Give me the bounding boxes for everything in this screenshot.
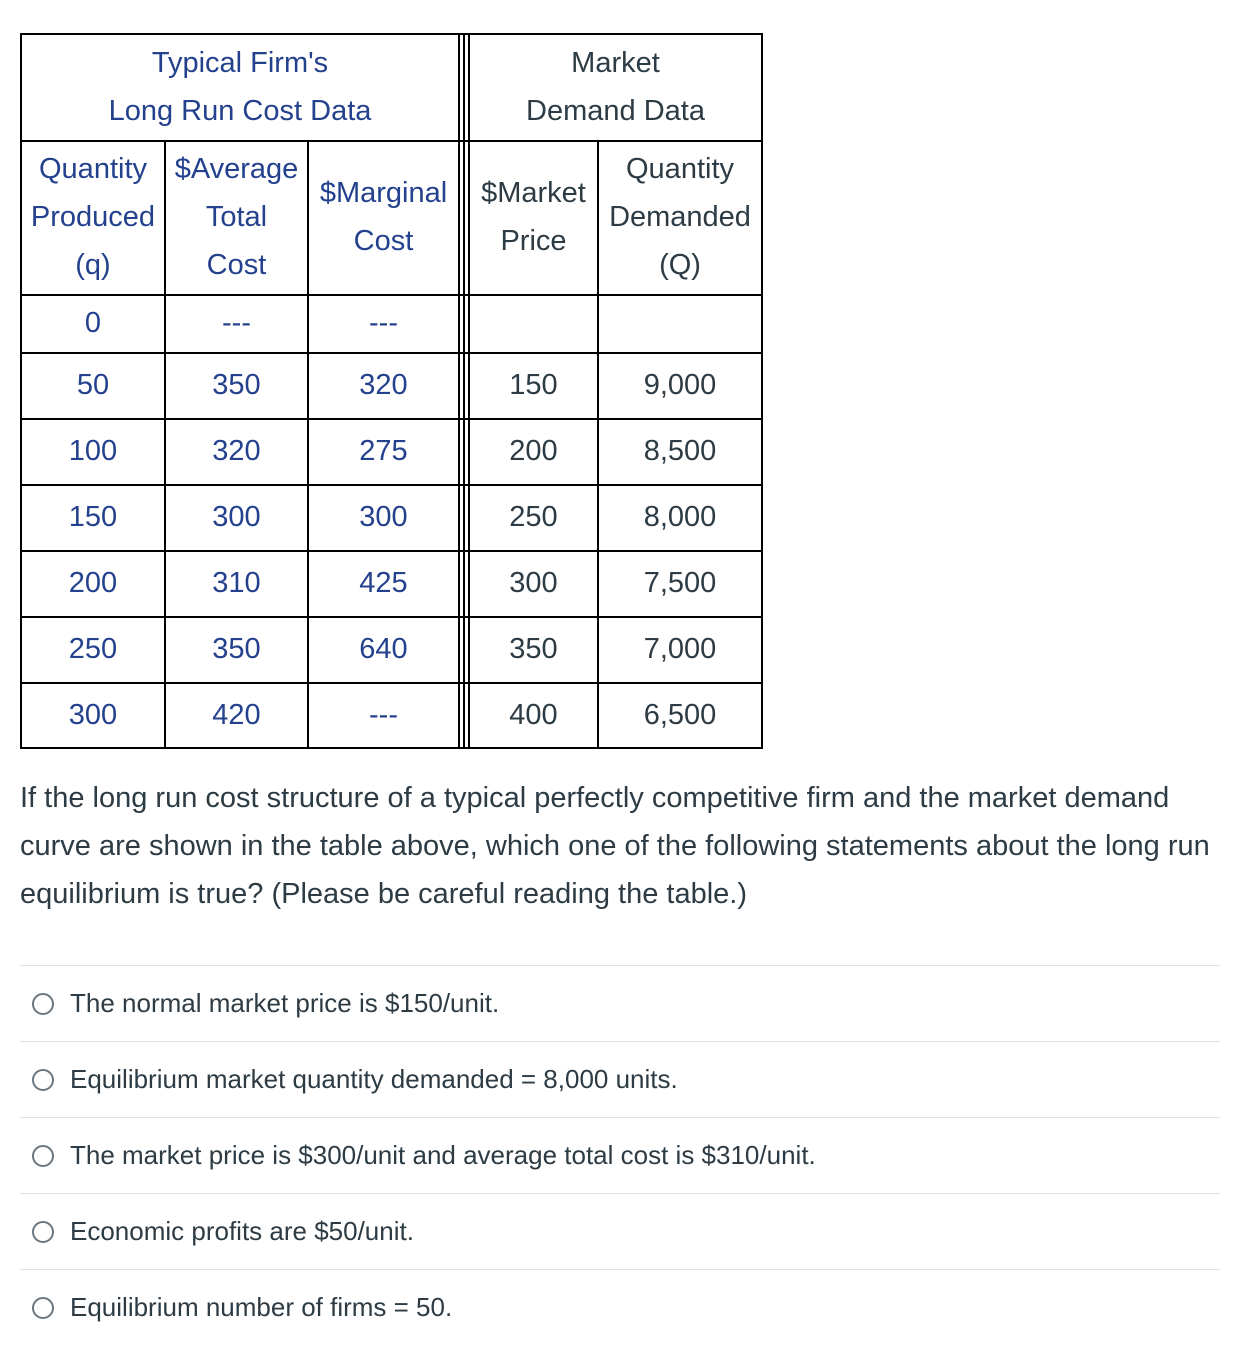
answer-option[interactable] (20, 1269, 1220, 1345)
cell-qd (599, 296, 761, 352)
cell-atc: 350 (212, 369, 261, 402)
cell-atc: 300 (212, 501, 261, 534)
header-quantity-produced: Quantity Produced (q) (30, 153, 156, 281)
cell-mc: 275 (359, 435, 408, 468)
cell-mc: 640 (359, 633, 408, 666)
cell-q: 150 (68, 501, 118, 534)
cell-price: 250 (509, 501, 558, 534)
cell-q: 0 (84, 307, 102, 340)
answer-label[interactable]: The normal market price is $150/unit. (70, 988, 500, 1018)
header-market-price: $Market Price (481, 177, 586, 257)
cell-qd: 6,500 (643, 698, 717, 731)
cell-mc: --- (369, 698, 398, 731)
question-text: If the long run cost structure of a typical perfectly competitive firm and the market demand curve are shown in the table above, which one of the following statements about the long run equilibrium is true? (Please be careful reading the table.) (20, 782, 1210, 910)
cell-qd: 8,000 (643, 501, 717, 534)
cell-q: 50 (76, 369, 110, 402)
cell-atc: 310 (212, 567, 261, 600)
table-divider (463, 35, 465, 747)
cell-price: 150 (509, 369, 558, 402)
cell-q: 250 (68, 633, 118, 666)
cell-mc: --- (369, 307, 398, 340)
table-divider (458, 35, 460, 747)
header-quantity-demanded: Quantity Demanded (Q) (609, 153, 751, 281)
cell-mc: 320 (359, 369, 408, 402)
cell-qd: 7,500 (643, 567, 717, 600)
answer-label[interactable]: The market price is $300/unit and average total cost is $310/unit. (70, 1140, 816, 1170)
cell-qd: 9,000 (643, 369, 717, 402)
answer-label[interactable]: Equilibrium market quantity demanded = 8,000 units. (70, 1064, 678, 1094)
answer-option[interactable] (20, 1193, 1220, 1269)
radio-button-icon[interactable] (32, 993, 54, 1015)
cell-price: 300 (509, 567, 558, 600)
cell-mc: 300 (359, 501, 408, 534)
cell-mc: 425 (359, 567, 408, 600)
cell-q: 300 (68, 698, 118, 731)
cell-atc: 320 (212, 435, 261, 468)
cell-price: 400 (509, 698, 558, 731)
cell-price: 200 (509, 435, 558, 468)
answer-option[interactable] (20, 1041, 1220, 1117)
market-group-header: Market Demand Data (526, 46, 705, 127)
answer-option[interactable] (20, 965, 1220, 1041)
answer-option[interactable] (20, 1117, 1220, 1193)
answer-label[interactable]: Equilibrium number of firms = 50. (70, 1292, 453, 1322)
header-average-total-cost: $Average Total Cost (174, 153, 299, 281)
cell-atc: 350 (212, 633, 261, 666)
cell-price: 350 (509, 633, 558, 666)
cell-atc: --- (222, 307, 251, 340)
cell-q: 100 (68, 435, 118, 468)
cost-demand-table (20, 33, 763, 749)
cell-atc: 420 (212, 698, 261, 731)
cell-q: 200 (68, 567, 118, 600)
radio-button-icon[interactable] (32, 1069, 54, 1091)
header-marginal-cost: $Marginal Cost (319, 177, 448, 257)
radio-button-icon[interactable] (32, 1297, 54, 1319)
radio-button-icon[interactable] (32, 1221, 54, 1243)
cell-qd: 8,500 (643, 435, 717, 468)
cell-qd: 7,000 (643, 633, 717, 666)
answer-label[interactable]: Economic profits are $50/unit. (70, 1216, 414, 1246)
cell-price (470, 296, 597, 352)
answer-list (20, 965, 1220, 1345)
firm-group-header: Typical Firm's Long Run Cost Data (108, 46, 372, 127)
radio-button-icon[interactable] (32, 1145, 54, 1167)
